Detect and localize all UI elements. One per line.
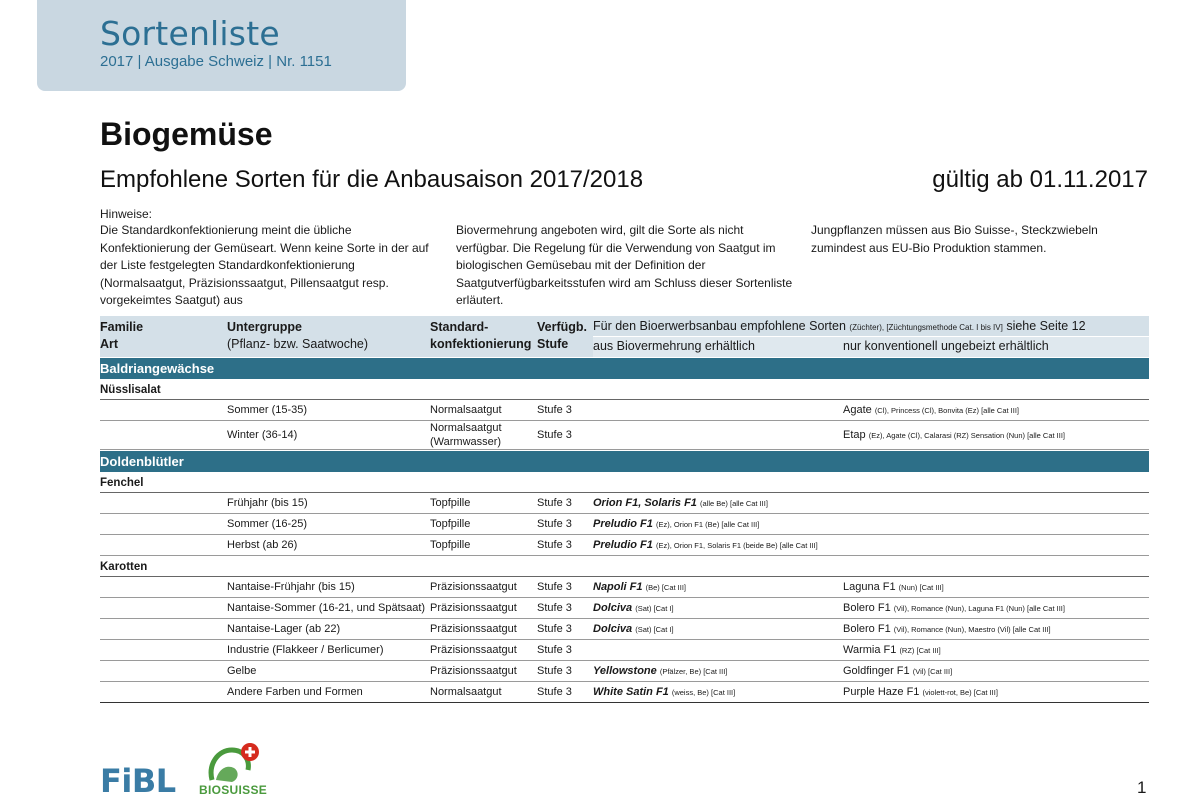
subgroup-cell: Frühjahr (bis 15) bbox=[227, 497, 308, 509]
family-name: Doldenblütler bbox=[100, 454, 184, 469]
table-row bbox=[100, 640, 1149, 661]
subgroup-cell: Gelbe bbox=[227, 665, 257, 677]
conventional-variety-note: (Nun) [Cat III] bbox=[898, 583, 944, 592]
art-header: Karotten bbox=[100, 556, 1149, 577]
bio-variety-note: (Ez), Orion F1, Solaris F1 (beide Be) [alle Cat III] bbox=[655, 541, 818, 550]
family-name: Baldriangewächse bbox=[100, 361, 215, 376]
conventional-variety-note: (violett-rot, Be) [Cat III] bbox=[922, 688, 998, 697]
bio-variety-cell bbox=[593, 514, 759, 535]
bio-variety-note: (Pfälzer, Be) [Cat III] bbox=[659, 667, 728, 676]
table-row bbox=[100, 421, 1149, 450]
page-title: Biogemüse bbox=[100, 116, 273, 152]
col-header-familie: Familie bbox=[100, 320, 144, 334]
table-body bbox=[100, 358, 1149, 703]
page-number: 1 bbox=[1137, 778, 1147, 797]
level-cell: Stufe 3 bbox=[537, 644, 572, 656]
conventional-variety-note: (Cl), Princess (Cl), Bonvita (Ez) [alle Cat III] bbox=[874, 406, 1020, 415]
level-cell: Stufe 3 bbox=[537, 539, 572, 551]
level-cell: Stufe 3 bbox=[537, 404, 572, 416]
col-header-untergruppe-sub: (Pflanz- bzw. Saatwoche) bbox=[227, 337, 369, 351]
conventional-variety: Goldfinger F1 bbox=[843, 665, 910, 677]
standard-cell: Präzisionssaatgut bbox=[430, 623, 517, 635]
standard-cell: Präzisionssaatgut bbox=[430, 665, 517, 677]
subgroup-cell: Winter (36-14) bbox=[227, 429, 298, 441]
level-cell: Stufe 3 bbox=[537, 518, 572, 530]
table-row bbox=[100, 619, 1149, 640]
col-header-art: Art bbox=[100, 337, 119, 351]
table-header bbox=[100, 316, 1149, 357]
subgroup-cell: Nantaise-Lager (ab 22) bbox=[227, 623, 341, 635]
conventional-variety-note: (Vil), Romance (Nun), Laguna F1 (Nun) [alle Cat III] bbox=[893, 604, 1065, 613]
table-row bbox=[100, 682, 1149, 703]
standard-cell: Topfpille bbox=[430, 539, 471, 551]
conventional-variety-cell bbox=[843, 640, 941, 661]
bio-variety: Orion F1, Solaris F1 bbox=[593, 497, 697, 509]
table-row bbox=[100, 493, 1149, 514]
family-header bbox=[100, 358, 1149, 379]
col-header-stufe: Stufe bbox=[537, 337, 569, 351]
bio-variety-cell bbox=[593, 682, 735, 703]
col-header-untergruppe: Untergruppe bbox=[227, 320, 302, 334]
level-cell: Stufe 3 bbox=[537, 581, 572, 593]
conventional-variety: Purple Haze F1 bbox=[843, 686, 920, 698]
conventional-variety-cell bbox=[843, 619, 1051, 640]
bio-variety-note: (Ez), Orion F1 (Be) [alle Cat III] bbox=[655, 520, 760, 529]
col-header-standard-2: konfektionierung bbox=[430, 337, 532, 351]
notes-column-1: Die Standardkonfektionierung meint die übliche Konfektionierung der Gemüseart. Wenn keine Sorte in der auf der Liste festgelegten Standardkonfektionierung (Normalsaatgut, Präzisionssaatgut, Pillensaatgut resp. vorgekeimtes Saatgut) aus bbox=[100, 223, 429, 307]
conventional-variety-cell bbox=[843, 421, 1065, 450]
subgroup-cell: Andere Farben und Formen bbox=[227, 686, 363, 698]
art-header: Nüsslisalat bbox=[100, 379, 1149, 400]
bio-variety-cell bbox=[593, 619, 674, 640]
table-row bbox=[100, 598, 1149, 619]
conventional-variety: Etap bbox=[843, 429, 866, 441]
standard-line-2: (Warmwasser) bbox=[430, 435, 502, 448]
conventional-variety: Bolero F1 bbox=[843, 602, 891, 614]
bio-variety-note: (weiss, Be) [Cat III] bbox=[671, 688, 736, 697]
level-cell: Stufe 3 bbox=[537, 665, 572, 677]
bio-variety-note: (Sat) [Cat I] bbox=[635, 625, 674, 634]
bio-variety-note: (alle Be) [alle Cat III] bbox=[699, 499, 768, 508]
conventional-variety: Warmia F1 bbox=[843, 644, 897, 656]
conventional-variety-note: (RZ) [Cat III] bbox=[899, 646, 941, 655]
bio-variety: Napoli F1 bbox=[593, 581, 643, 593]
conventional-variety-note: (Ez), Agate (Cl), Calarasi (RZ) Sensation (Nun) [alle Cat III] bbox=[868, 431, 1066, 440]
level-cell: Stufe 3 bbox=[537, 623, 572, 635]
notes-column-2: Biovermehrung angeboten wird, gilt die Sorte als nicht verfügbar. Die Regelung für die Verwendung von Saatgut im biologischen Gemüsebau mit der Definition der Saatgutverfügbarkeitsstufen wird am Schluss dieser Sortenliste erläutert. bbox=[456, 223, 793, 307]
level-cell: Stufe 3 bbox=[537, 686, 572, 698]
subgroup-cell: Sommer (16-25) bbox=[227, 518, 308, 530]
standard-cell: Normalsaatgut bbox=[430, 686, 502, 698]
subgroup-cell: Nantaise-Sommer (16-21, und Spätsaat) bbox=[227, 602, 426, 614]
bio-variety: Preludio F1 bbox=[593, 539, 653, 551]
bio-variety: Dolciva bbox=[593, 623, 633, 635]
conventional-variety-cell bbox=[843, 682, 998, 703]
fibl-logo: FiBL bbox=[100, 762, 176, 800]
conventional-variety-cell bbox=[843, 598, 1065, 619]
notes-column-3: Jungpflanzen müssen aus Bio Suisse-, Steckzwiebeln zumindest aus EU-Bio Produktion stammen. bbox=[811, 223, 1098, 255]
conventional-variety: Agate bbox=[843, 404, 872, 416]
bio-variety: White Satin F1 bbox=[593, 686, 669, 698]
col-header-standard: Standard- bbox=[430, 320, 489, 334]
level-cell: Stufe 3 bbox=[537, 497, 572, 509]
subgroup-cell: Industrie (Flakkeer / Berlicumer) bbox=[227, 644, 384, 656]
bio-variety: Preludio F1 bbox=[593, 518, 653, 530]
standard-cell: Topfpille bbox=[430, 518, 471, 530]
bio-suisse-wordmark: BIOSUISSE bbox=[199, 783, 268, 797]
valid-from: gültig ab 01.11.2017 bbox=[932, 166, 1148, 193]
subgroup-cell: Sommer (15-35) bbox=[227, 404, 308, 416]
table-row bbox=[100, 400, 1149, 421]
art-header: Fenchel bbox=[100, 472, 1149, 493]
conventional-variety: Laguna F1 bbox=[843, 581, 896, 593]
bio-variety-cell bbox=[593, 493, 768, 514]
col-header-konv: nur konventionell ungebeizt erhältlich bbox=[843, 339, 1049, 353]
standard-cell: Präzisionssaatgut bbox=[430, 602, 517, 614]
conventional-variety-cell bbox=[843, 577, 944, 598]
bio-variety: Dolciva bbox=[593, 602, 633, 614]
conventional-variety-cell bbox=[843, 661, 952, 682]
table-row bbox=[100, 661, 1149, 682]
bio-variety-cell bbox=[593, 598, 674, 619]
table-row bbox=[100, 514, 1149, 535]
standard-line-1: Normalsaatgut bbox=[430, 422, 502, 434]
table-row bbox=[100, 535, 1149, 556]
bio-variety-cell bbox=[593, 661, 727, 682]
col-header-recommended: Für den Bioerwerbsanbau empfohlene Sorten (Züchter), [Züchtungsmethode Cat. I bis IV] siehe Seite 12 bbox=[593, 319, 1086, 333]
conventional-variety-note: (Vil), Romance (Nun), Maestro (Vil) [alle Cat III] bbox=[893, 625, 1051, 634]
subgroup-cell: Nantaise-Frühjahr (bis 15) bbox=[227, 581, 355, 593]
level-cell: Stufe 3 bbox=[537, 429, 572, 441]
standard-cell bbox=[430, 422, 502, 449]
bio-variety-cell bbox=[593, 577, 686, 598]
col-header-bio: aus Biovermehrung erhältlich bbox=[593, 339, 755, 353]
bio-variety-note: (Be) [Cat III] bbox=[645, 583, 687, 592]
subgroup-cell: Herbst (ab 26) bbox=[227, 539, 298, 551]
level-cell: Stufe 3 bbox=[537, 602, 572, 614]
standard-cell: Präzisionssaatgut bbox=[430, 644, 517, 656]
standard-cell: Topfpille bbox=[430, 497, 471, 509]
variety-table bbox=[100, 316, 1149, 703]
table-row bbox=[100, 577, 1149, 598]
bio-variety: Yellowstone bbox=[593, 665, 657, 677]
bio-variety-note: (Sat) [Cat I] bbox=[635, 604, 674, 613]
bio-variety-cell bbox=[593, 535, 818, 556]
edition-label: 2017 | Ausgabe Schweiz | Nr. 1151 bbox=[100, 53, 332, 70]
conventional-variety-note: (Vil) [Cat III] bbox=[912, 667, 953, 676]
standard-cell: Präzisionssaatgut bbox=[430, 581, 517, 593]
conventional-variety-cell bbox=[843, 400, 1019, 421]
page-subtitle: Empfohlene Sorten für die Anbausaison 2017/2018 bbox=[100, 166, 644, 193]
standard-cell: Normalsaatgut bbox=[430, 404, 502, 416]
col-header-verfuegb: Verfügb. bbox=[537, 320, 588, 334]
family-header bbox=[100, 451, 1149, 472]
notes-heading: Hinweise: bbox=[100, 207, 153, 221]
conventional-variety: Bolero F1 bbox=[843, 623, 891, 635]
list-title: Sortenliste bbox=[100, 14, 280, 53]
